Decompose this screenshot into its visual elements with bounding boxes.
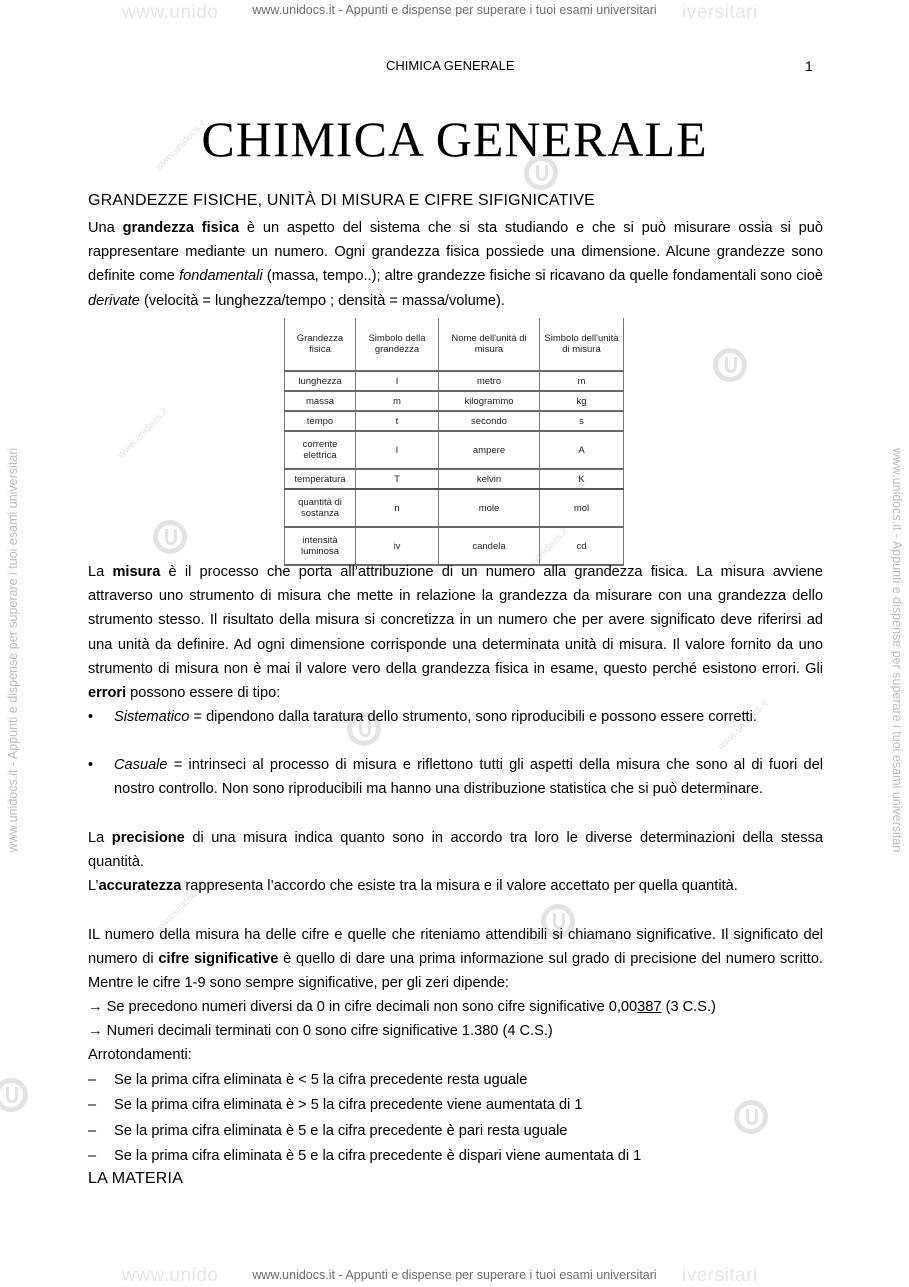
watermark-top: www.unidocs.it - Appunti e dispense per superare i tuoi esami universitari (252, 3, 657, 17)
term: Casuale (114, 757, 168, 773)
rounding-item: – Se la prima cifra eliminata è > 5 la cifra precedente viene aumentata di 1 (88, 1093, 582, 1117)
table-header: Nome dell'unità di misura (439, 318, 540, 371)
table-cell: cd (540, 527, 624, 565)
bullet-icon: • (88, 757, 94, 773)
table-header: Simbolo dell'unità di misura (540, 318, 624, 371)
table-cell: iv (356, 527, 439, 565)
bullet-icon: • (88, 709, 94, 725)
paragraph-misura: La misura è il processo che porta all’attribuzione di un numero alla grandezza fisica. La misura avviene attraverso uno strumento di misura che mette in relazione la grandezza da misurare con una grandezza dello strumento stesso. Il risultato della misura si concretizza in un numero che per avere significato deve riferirsi ad una unità da definire. Ad ogni dimensione corrisponde una determinata unità di misura. Il valore fornito da uno strumento di misura non è mai il valore vero della grandezza fisica in esame, questo perché esistono errori. Gli errori possono essere di tipo: (88, 564, 823, 702)
rounding-item: – Se la prima cifra eliminata è < 5 la cifra precedente resta uguale (88, 1068, 527, 1092)
table-cell: candela (439, 527, 540, 565)
table-cell: kg (540, 391, 624, 411)
watermark-ghost-bottom-right: iversitari (682, 1265, 758, 1286)
watermark-diagonal: www.unidocs.it (515, 526, 571, 581)
watermark-diagonal: www.unidocs.it (153, 118, 209, 173)
units-table (284, 318, 624, 566)
rounding-heading: Arrotondamenti: (88, 1047, 192, 1063)
watermark-bottom: www.unidocs.it - Appunti e dispense per superare i tuoi esami universitari (252, 1268, 657, 1282)
running-header: CHIMICA GENERALE (386, 58, 515, 73)
table-cell: t (356, 411, 439, 431)
dash-icon: – (88, 1123, 97, 1139)
watermark-logo-icon (713, 348, 747, 382)
table-cell: m (540, 371, 624, 391)
dash-icon: – (88, 1148, 97, 1164)
term: Sistematico (114, 709, 190, 725)
paragraph-precisione: La precisione di una misura indica quanto sono in accordo tra loro le diverse determinazioni della stessa quantità. (88, 830, 823, 871)
table-row (285, 431, 624, 469)
list-item-sistematico: • Sistematico = dipendono dalla taratura dello strumento, sono riproducibili e possono essere corretti. (88, 705, 823, 729)
table-row (285, 469, 624, 489)
table-cell: metro (439, 371, 540, 391)
table-cell: mole (439, 489, 540, 527)
table-cell: intensità luminosa (285, 527, 356, 565)
table-cell: T (356, 469, 439, 489)
table-cell: m (356, 391, 439, 411)
watermark-diagonal: www.unidocs.it (715, 698, 771, 753)
watermark-diagonal: www.unidocs.it (153, 880, 209, 935)
watermark-logo-icon (734, 1100, 768, 1134)
section-heading-materia: LA MATERIA (88, 1170, 184, 1187)
table-cell: n (356, 489, 439, 527)
page-number: 1 (805, 58, 813, 74)
table-header: Simbolo della grandezza (356, 318, 439, 371)
table-cell: I (356, 431, 439, 469)
table-cell: mol (540, 489, 624, 527)
watermark-left-side: www.unidocs.it - Appunti e dispense per superare i tuoi esami universitari (6, 447, 20, 853)
list-item-casuale: • Casuale = intrinseci al processo di misura e riflettono tutti gli aspetti della misura che sono al di fuori del nostro controllo. Non sono riproducibili ma hanno una distribuzione statistica che si può determinare. (88, 753, 823, 801)
watermark-right-side: www.unidocs.it - Appunti e dispense per superare i tuoi esami universitari (890, 447, 904, 853)
table-cell: massa (285, 391, 356, 411)
dash-icon: – (88, 1072, 97, 1088)
table-cell: tempo (285, 411, 356, 431)
watermark-ghost-bottom-left: www.unido (122, 1265, 219, 1286)
table-header: Grandezza fisica (285, 318, 356, 371)
table-row (285, 371, 624, 391)
table-cell: quantità di sostanza (285, 489, 356, 527)
dash-icon: – (88, 1097, 97, 1113)
table-row (285, 391, 624, 411)
rule-zeri-finali: → Numeri decimali terminati con 0 sono cifre significative 1.380 (4 C.S.) (88, 1023, 553, 1039)
rule-zeri-iniziali: → Se precedono numeri diversi da 0 in cifre decimali non sono cifre significative 0,00387 (3 C.S.) (88, 999, 716, 1015)
watermark-logo-icon (0, 1078, 28, 1112)
paragraph-grandezza: Una grandezza fisica è un aspetto del sistema che si sta studiando e che si può misurare ossia si può rappresentare mediante un numero. Ogni grandezza fisica possiede una dimensione. Alcune grandezze sono definite come fondamentali (massa, tempo..); altre grandezze fisiche si ricavano da quelle fondamentali sono cioè derivate (velocità = lunghezza/tempo ; densità = massa/volume). (88, 220, 823, 309)
table-cell: A (540, 431, 624, 469)
table-cell: temperatura (285, 469, 356, 489)
table-cell: secondo (439, 411, 540, 431)
watermark-ghost-left: www.unido (122, 2, 219, 23)
table-cell: K (540, 469, 624, 489)
section-heading: GRANDEZZE FISICHE, UNITÀ DI MISURA E CIFRE SIFIGNICATIVE (88, 192, 595, 209)
table-cell: corrente elettrica (285, 431, 356, 469)
watermark-ghost-right: iversitari (682, 2, 758, 23)
watermark-diagonal: www.unidocs.it (115, 406, 171, 461)
table-row (285, 489, 624, 527)
table-cell: l (356, 371, 439, 391)
table-cell: lunghezza (285, 371, 356, 391)
arrow-icon: → (88, 1023, 103, 1039)
table-cell: ampere (439, 431, 540, 469)
rounding-item: – Se la prima cifra eliminata è 5 e la cifra precedente è pari resta uguale (88, 1119, 567, 1143)
watermark-logo-icon (153, 520, 187, 554)
paragraph-cifre-significative: IL numero della misura ha delle cifre e quelle che riteniamo attendibili si chiamano significative. Il significato del numero di cifre significative è quello di dare una prima informazione sul grado di precisione del numero scritto. Mentre le cifre 1-9 sono sempre significative, per gli zeri dipende: (88, 927, 823, 992)
table-cell: s (540, 411, 624, 431)
table-cell: kilogrammo (439, 391, 540, 411)
table-cell: kelvin (439, 469, 540, 489)
paragraph-accuratezza: L’accuratezza rappresenta l’accordo che esiste tra la misura e il valore accettato per quella quantità. (88, 878, 738, 894)
document-title: CHIMICA GENERALE (201, 111, 708, 167)
rounding-item: – Se la prima cifra eliminata è 5 e la cifra precedente è dispari viene aumentata di 1 (88, 1144, 641, 1168)
arrow-icon: → (88, 999, 103, 1015)
table-header-row (285, 318, 624, 371)
table-row (285, 411, 624, 431)
